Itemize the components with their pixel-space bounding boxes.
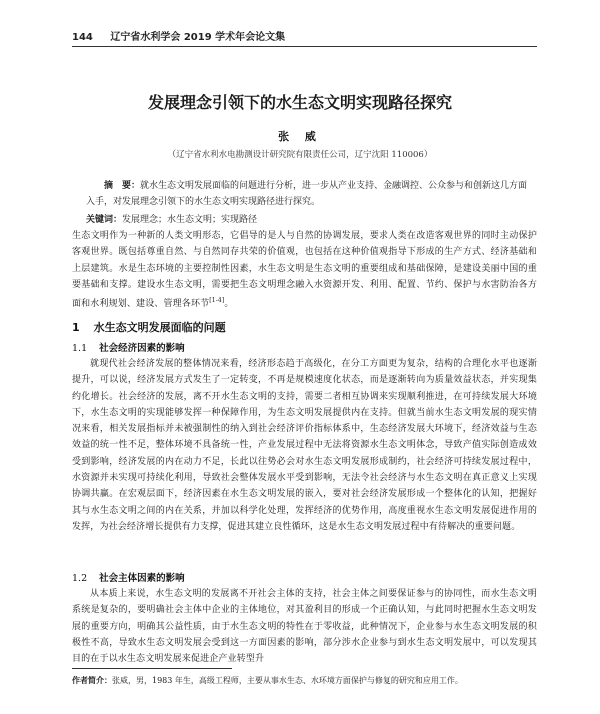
journal-name: 辽宁省水利学会 2019 学术年会论文集 — [110, 32, 286, 43]
footnote-divider — [72, 668, 232, 669]
abstract — [86, 178, 536, 210]
running-header — [72, 28, 532, 43]
subsection-number: 1.2 — [72, 573, 88, 584]
subsection-title: 社会主体因素的影响 — [99, 573, 185, 584]
intro-text: 生态文明作为一种新的人类文明形态，它倡导的是人与自然的协调发展，要求人类在改造客观世界的同时主动保护客观世界。既包括尊重自然、与自然同存共荣的价值观，也包括在这种价值观指导下形成的生产方式、经济基础和上层建筑。水是生态环境的主要控制性因素，水生态文明是生态文明的重要组成和基础保障，是建设美丽中国的重要基础和支撑。建设水生态文明，需要把生态文明理念融入水资源开发、利用、配置、节约、保护与水害防治各方面和水利规划、建设、管理各环节 — [72, 231, 537, 310]
intro-end: 。 — [224, 299, 234, 310]
keywords — [86, 212, 536, 228]
footnote-label: 作者简介： — [72, 676, 112, 685]
section-number: 1 — [72, 321, 80, 334]
footnote-text: 张威，男，1983 年生，高级工程师，主要从事水生态、水环境方面保护与修复的研究和应用工作。 — [112, 676, 463, 685]
author-name: 张 威 — [278, 130, 322, 143]
header-divider — [72, 46, 537, 47]
page-number: 144 — [72, 32, 93, 43]
abstract-label: 摘 要： — [104, 181, 141, 191]
section-heading-1 — [72, 319, 537, 335]
introduction-paragraph — [72, 228, 537, 312]
body-paragraph-1: 就现代社会经济发展的整体情况来看，经济形态趋于高级化，在分工方面更为复杂，结构的合理化水平也逐渐提升，可以说，经济发展方式发生了一定转变，不再是规模速度化状态，而是逐渐转向为质量效益状态，并实现集约化增长。社会经济的发展，离不开水生态文明的支持，需要二者相互协调来实现顺利推进，在可持续发展大环境下，水生态文明的实现能够发挥一种保障作用，为生态文明发展提供内在支持。但就当前水生态文明发展的现实情况来看，相关发展指标并未被强制性的纳入到社会经济评价指标体系中，生态经济发展大环境下，经济效益与生态效益的统一性不足，整体环境不具备统一性，产业发展过程中无法将资源水生态文明体念，导致产值实际创造成效受到影响，经济发展的内在动力不足，长此以往势必会对水生态文明发展形成制约，社会经济可持续发展过程中，水资源并未实现可持续化利用，导致社会整体发展水平受到影响，无法令社会经济与水生态文明在真正意义上实现协调共赢。在宏观层面下，经济因素在水生态文明发展的嵌入，要对社会经济发展形成一个整体化的认知，把握好其与水生态文明之间的内在关系，并加以科学化处理，发挥经济的优势作用，高度重视水生态文明发展促进作用的发挥，为社会经济增长提供有力支撑，促进其建立良性循环，这是水生态文明发展过程中有待解决的重要问题。 — [72, 359, 537, 532]
intro-citation: [1-4] — [209, 297, 225, 305]
body-paragraph-2: 从本质上来说，水生态文明的发展离不开社会主体的支持，社会主体之间要保证参与的协同性，而水生态文明系统是复杂的，要明确社会主体中企业的主体地位，对其盈利目的形成一个正确认知，与此同时把握水生态文明发展的重要方向，明确其公益性质，由于水生态文明的特性在于零收益，此种情况下，企业参与水生态文明发展的积极性不高，导致水生态文明发展会受到这一方面因素的影响，部分涉水企业参与到水生态文明发展中，可以发现其目的在于以水生态文明发展来促进企产业转型升 — [72, 589, 537, 665]
section-title: 水生态文明发展面临的问题 — [93, 321, 226, 334]
keywords-text: 发展理念；水生态文明；实现路径 — [122, 215, 258, 225]
author-footnote — [72, 675, 537, 686]
subsection-number: 1.1 — [72, 343, 88, 354]
author-affiliation: （辽宁省水利水电勘测设计研究院有限责任公司，辽宁沈阳 110006） — [167, 150, 433, 160]
subsection-heading-1-1 — [72, 340, 185, 354]
paper-title: 发展理念引领下的水生态文明实现路径探究 — [147, 93, 452, 112]
abstract-text: 就水生态文明发展面临的问题进行分析，进一步从产业支持、金融调控、公众参与和创新这几方面入手，对发展理念引领下的水生态文明实现路径进行探究。 — [86, 181, 528, 207]
subsection-title: 社会经济因素的影响 — [99, 343, 185, 354]
subsection-heading-1-2 — [72, 570, 185, 584]
keywords-label: 关键词： — [86, 215, 123, 225]
